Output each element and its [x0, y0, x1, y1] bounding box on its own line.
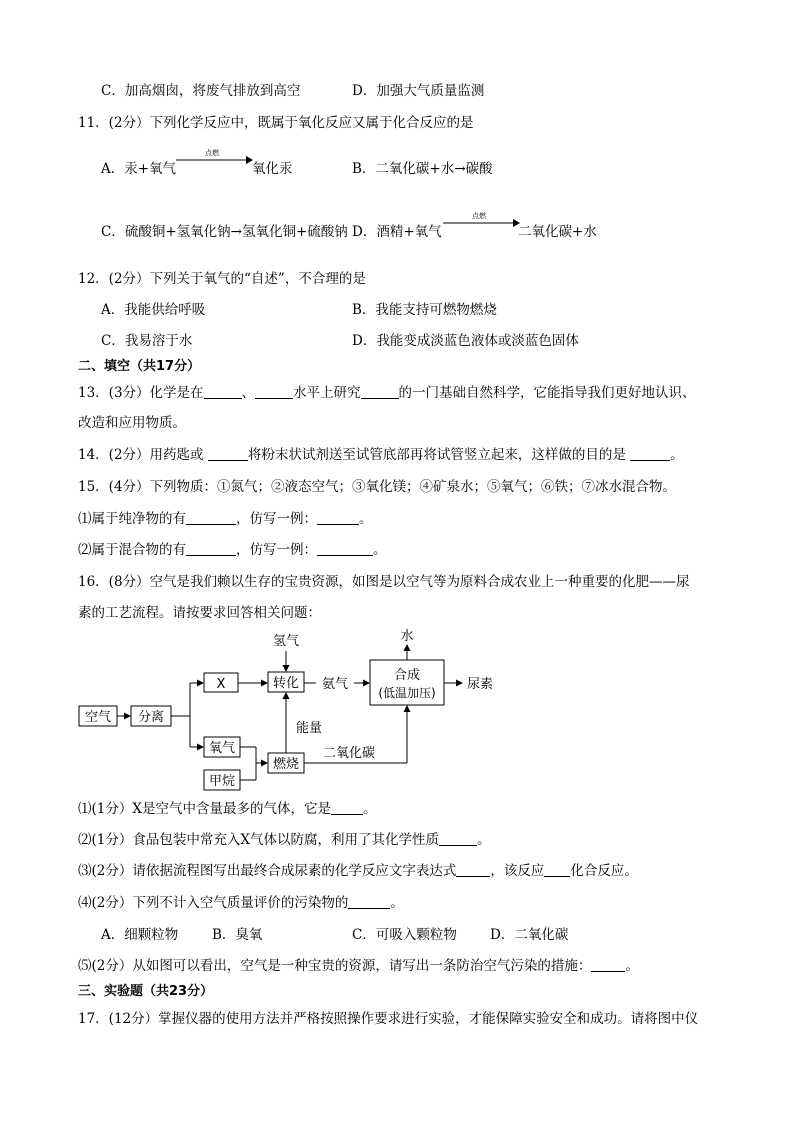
q11-option-d-condition: 点燃 [472, 212, 486, 220]
q13-blank-1[interactable] [204, 384, 242, 399]
label-methane: 甲烷 [208, 774, 236, 789]
q13-blank-2[interactable] [255, 384, 293, 399]
q14-blank-2[interactable] [630, 446, 670, 461]
q16-blank-5[interactable] [348, 894, 390, 909]
label-urea: 尿素 [467, 677, 494, 692]
q11-option-a-condition: 点燃 [205, 149, 219, 157]
label-convert: 转化 [272, 676, 300, 691]
label-x: X [216, 677, 226, 692]
label-air: 空气 [84, 710, 112, 725]
q13-line2: 改造和应用物质。 [78, 415, 186, 431]
label-co2: 二氧化碳 [323, 746, 376, 761]
q16-blank-4[interactable] [544, 862, 570, 877]
q16-sub4: ⑷(2分）下列不计入空气质量评价的污染物的 。 [78, 895, 404, 911]
q12-option-a: A．我能供给呼吸 [101, 302, 206, 318]
q15-stem: 15．(4分）下列物质：①氮气；②液态空气；③氧化镁；④矿泉水；⑤氧气；⑥铁；⑦冰水混合物。 [78, 479, 677, 495]
label-hydrogen: 氢气 [272, 634, 300, 649]
label-synthesis-condition: (低温加压) [378, 686, 436, 700]
q16-sub3: ⑶(2分）请依据流程图写出最终合成尿素的化学反应文字表达式 ，该反应 化合反应。 [78, 863, 638, 879]
q11-option-b: B．二氧化碳+水→碳酸 [352, 161, 493, 177]
label-burn: 燃烧 [272, 757, 300, 772]
q16-stem-line1: 16．(8分）空气是我们赖以生存的宝贵资源，如图是以空气等为原料合成农业上一种重要的化肥——尿 [78, 574, 690, 590]
q15-sub2: ⑵属于混合物的有 ，仿写一例： 。 [78, 542, 387, 558]
q13-blank-3[interactable] [361, 384, 399, 399]
q15-blank-4[interactable] [317, 541, 373, 556]
q11-stem: 11．(2分）下列化学反应中，既属于氧化反应又属于化合反应的是 [78, 115, 474, 131]
q16-blank-6[interactable] [591, 957, 625, 972]
q11-option-d-left: D．酒精+氧气 [352, 224, 442, 240]
urea-process-diagram [70, 625, 510, 800]
label-synthesis: 合成 [393, 668, 421, 683]
q17-stem: 17．(12分）掌握仪器的使用方法并严格按照操作要求进行实验，才能保障实验安全和成功。请将图中仪 [78, 1011, 699, 1027]
q11-option-a-left: A．汞+氧气 [101, 161, 177, 177]
label-separate: 分离 [137, 710, 165, 725]
q12-option-b: B．我能支持可燃物燃烧 [352, 302, 497, 318]
q14-blank-1[interactable] [208, 446, 248, 461]
q11-option-a-right: 氧化汞 [252, 161, 293, 177]
label-energy: 能量 [296, 721, 323, 736]
q16-sub4-option-c: C．可吸入颗粒物 [352, 927, 457, 943]
q16-blank-1[interactable] [331, 800, 363, 815]
q12-option-d: D．我能变成淡蓝色液体或淡蓝色固体 [352, 333, 579, 349]
q10-option-d: D．加强大气质量监测 [352, 83, 485, 99]
q13-line1: 13．(3分）化学是在 、 水平上研究 的一门基础自然科学，它能指导我们更好地认识、 [78, 385, 696, 401]
label-oxygen: 氧气 [208, 741, 236, 756]
label-water: 水 [400, 629, 414, 644]
q16-sub4-option-a: A．细颗粒物 [101, 927, 179, 943]
q16-sub2: ⑵(1分）食品包装中常充入X气体以防腐，利用了其化学性质 。 [78, 832, 491, 848]
q16-stem-line2: 素的工艺流程。请按要求回答相关问题： [78, 605, 321, 621]
q11-option-a-arrow [174, 148, 254, 168]
q16-sub4-option-b: B．臭氧 [212, 927, 263, 943]
q10-option-c: C．加高烟囱，将废气排放到高空 [101, 83, 301, 99]
q16-blank-3[interactable] [456, 862, 490, 877]
label-ammonia: 氨气 [321, 677, 349, 692]
q11-option-c: C．硫酸铜+氢氧化钠→氢氧化铜+硫酸钠 [101, 224, 348, 240]
section-3-title: 三、实验题（共23分） [78, 984, 214, 999]
q11-option-d-right: 二氧化碳+水 [518, 224, 597, 240]
q12-stem: 12．(2分）下列关于氧气的“自述”，不合理的是 [78, 271, 366, 287]
q15-blank-2[interactable] [317, 510, 359, 525]
q11-option-d-arrow [441, 211, 521, 231]
q16-sub5: ⑸(2分）从如图可以看出，空气是一种宝贵的资源，请写出一条防治空气污染的措施： 。 [78, 958, 639, 974]
q15-sub1: ⑴属于纯净物的有 ，仿写一例： 。 [78, 511, 373, 527]
q16-sub4-option-d: D．二氧化碳 [490, 927, 569, 943]
section-2-title: 二、填空（共17分） [78, 359, 201, 374]
q16-sub1: ⑴(1分）X是空气中含量最多的气体，它是 。 [78, 801, 377, 817]
q14-line: 14．(2分）用药匙或 将粉末状试剂送至试管底部再将试管竖立起来，这样做的目的是 。 [78, 447, 684, 463]
q15-blank-3[interactable] [186, 541, 236, 556]
q12-option-c: C．我易溶于水 [101, 333, 193, 349]
q15-blank-1[interactable] [186, 510, 236, 525]
q16-blank-2[interactable] [439, 831, 477, 846]
